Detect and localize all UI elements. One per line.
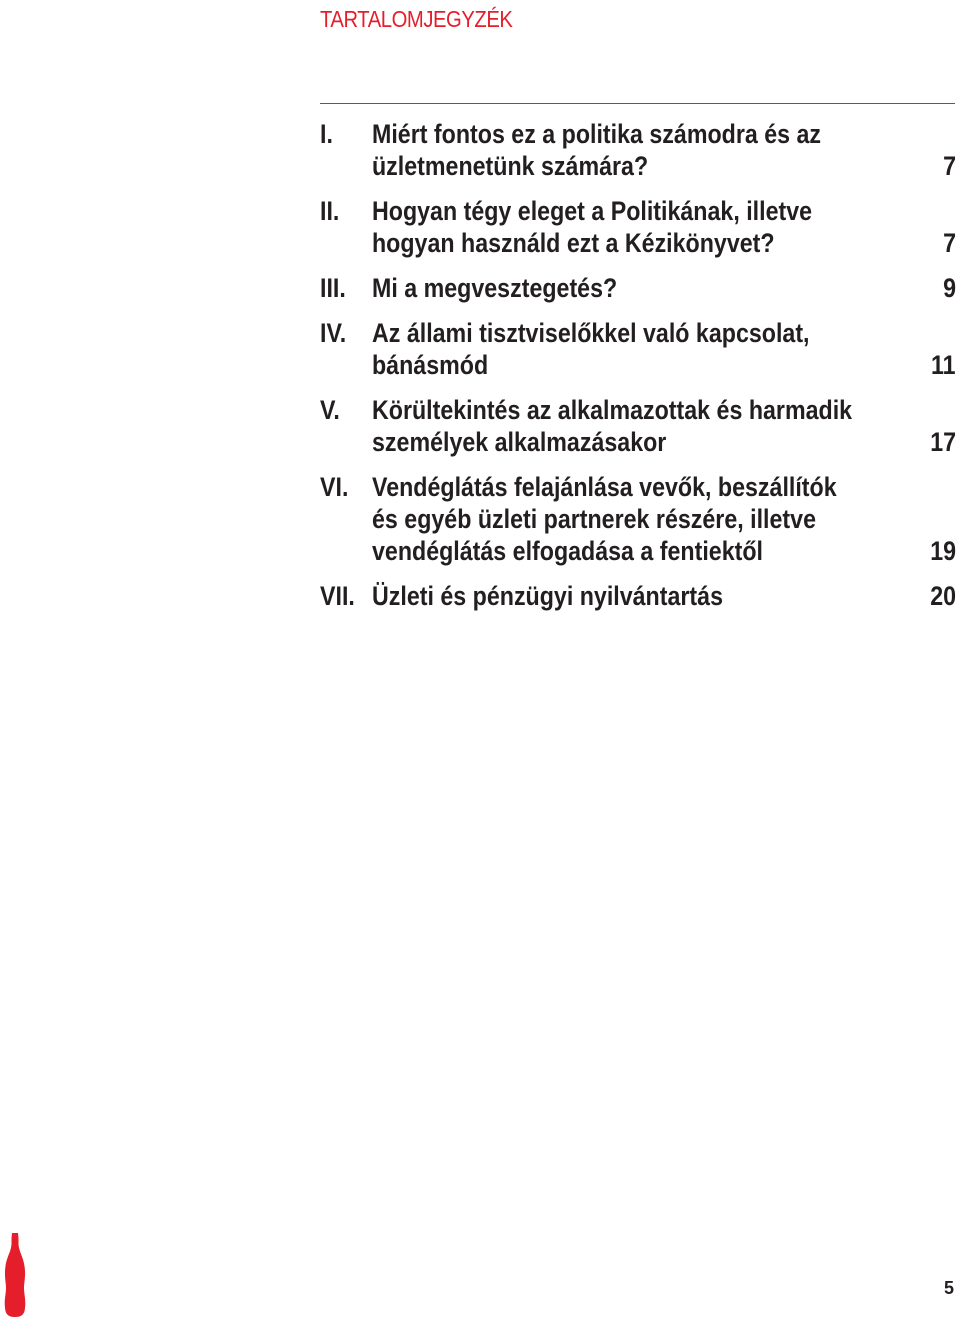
toc-entry-page: 11	[931, 350, 956, 380]
toc-entry-page: 19	[930, 536, 956, 566]
toc-entry-title-line: vendéglátás elfogadása a fentiektől	[372, 536, 764, 566]
toc-entry-page: 9	[943, 273, 956, 303]
toc-entry-title-line: Az állami tisztviselőkkel való kapcsolat,	[372, 318, 810, 348]
toc-entry-title-line: Mi a megvesztegetés?	[372, 273, 618, 303]
toc-entry-title	[372, 195, 956, 259]
toc-entry-number: VI.	[320, 472, 349, 502]
toc-entry[interactable]	[320, 118, 956, 182]
toc-entry-number: I.	[320, 119, 333, 149]
toc-entry-title-line: üzletmenetünk számára?	[372, 151, 649, 181]
contour-bottle-icon	[3, 1232, 27, 1318]
toc-entry-title-line: Vendéglátás felajánlása vevők, beszállítók	[372, 472, 837, 502]
toc-entry-title	[372, 580, 956, 612]
toc-entry-title-line: Hogyan tégy eleget a Politikának, illetve	[372, 196, 813, 226]
toc-entry-title	[372, 394, 956, 458]
toc-entry-page: 17	[930, 427, 956, 457]
toc-entry[interactable]	[320, 471, 956, 567]
toc-entry[interactable]	[320, 394, 956, 458]
toc-entry-title-line: Üzleti és pénzügyi nyilvántartás	[372, 581, 723, 611]
toc-entry[interactable]	[320, 272, 956, 304]
toc-entry[interactable]	[320, 317, 956, 381]
toc-entry-title-line: hogyan használd ezt a Kézikönyvet?	[372, 228, 775, 258]
toc-entry-number: II.	[320, 196, 340, 226]
toc-entry-title-line: Miért fontos ez a politika számodra és az	[372, 119, 822, 149]
toc-entry[interactable]	[320, 195, 956, 259]
toc-entry-number: V.	[320, 395, 340, 425]
toc-entry-number: VII.	[320, 581, 355, 611]
page-title: TARTALOMJEGYZÉK	[320, 6, 513, 32]
toc-entry-title	[372, 118, 956, 182]
toc-entry-title-line: és egyéb üzleti partnerek részére, illetve	[372, 504, 816, 534]
toc-entry-page: 7	[943, 151, 956, 181]
toc-entry-page: 7	[943, 228, 956, 258]
toc-entry-title	[372, 471, 956, 567]
toc-entry-page: 20	[930, 581, 956, 611]
toc-entry-title-line: személyek alkalmazásakor	[372, 427, 667, 457]
toc-entry-title	[372, 317, 956, 381]
toc-entry-title	[372, 272, 956, 304]
table-of-contents	[320, 118, 956, 625]
toc-entry-number: III.	[320, 273, 346, 303]
toc-entry-title-line: bánásmód	[372, 350, 489, 380]
toc-entry[interactable]	[320, 580, 956, 612]
toc-entry-title-line: Körültekintés az alkalmazottak és harmadik	[372, 395, 853, 425]
page-number: 5	[943, 1278, 954, 1298]
toc-entry-number: IV.	[320, 318, 347, 348]
title-divider	[320, 103, 955, 104]
